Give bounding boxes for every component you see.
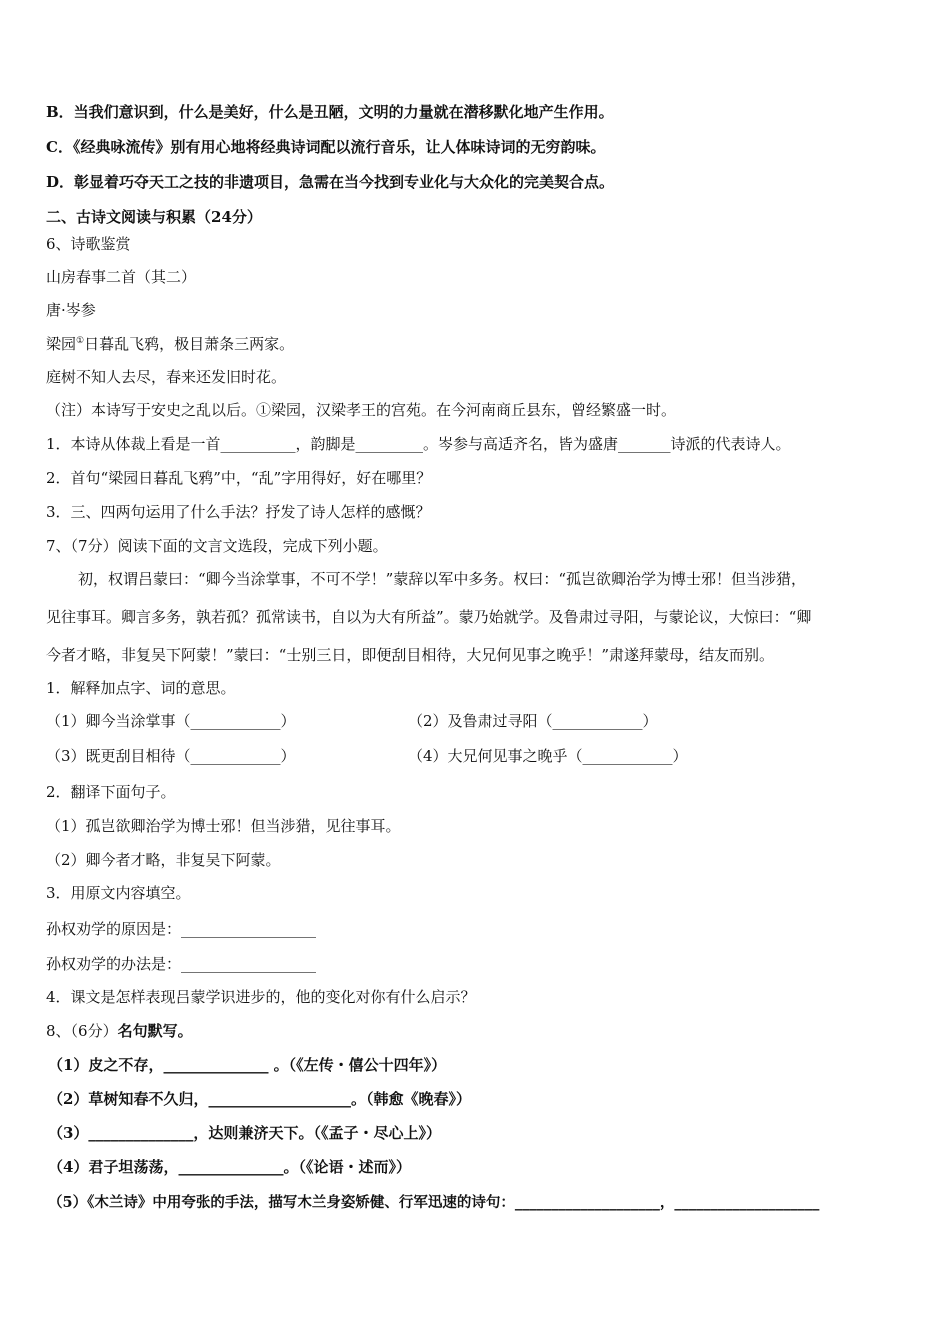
q6-sub2: 2．首句“梁园日暮乱飞鸦”中，“乱”字用得好，好在哪里？ xyxy=(46,469,432,487)
q7-sub1: 1．解释加点字、词的意思。 xyxy=(46,679,236,697)
q7-sub4: 4．课文是怎样表现吕蒙学识进步的，他的变化对你有什么启示？ xyxy=(46,988,476,1006)
q7-passage-line-1: 初，权谓吕蒙曰：“卿今当涂掌事，不可不学！”蒙辞以军中多务。权曰：“孤岂欲卿治学为博士邪！但当涉猎， xyxy=(78,570,807,588)
q6-sub1: 1．本诗从体裁上看是一首__________，韵脚是_________。岑参与高适齐名，皆为盛唐_______诗派的代表诗人。 xyxy=(46,435,791,453)
q8-item: （2）草树知春不久归，___________________。（韩愈《晚春》） xyxy=(48,1090,471,1108)
q7-sub2-item: （2）卿今者才略，非复吴下阿蒙。 xyxy=(46,851,281,869)
poem-author: 唐·岑参 xyxy=(46,301,96,319)
q8-title-bold: 名句默写。 xyxy=(117,1022,193,1040)
q7-sub1-row2 xyxy=(46,746,688,766)
q8-item: （3）______________，达则兼济天下。（《孟子・尽心上》） xyxy=(48,1124,441,1142)
option-c: C．《经典咏流传》别有用心地将经典诗词配以流行音乐，让人体味诗词的无穷韵味。 xyxy=(46,138,606,156)
q6-sub3: 3．三、四两句运用了什么手法？抒发了诗人怎样的感慨？ xyxy=(46,503,431,521)
option-d: D．彰显着巧夺天工之技的非遗项目，急需在当今找到专业化与大众化的完美契合点。 xyxy=(46,173,615,191)
poem-line-1 xyxy=(46,334,294,357)
q6-title: 6、诗歌鉴赏 xyxy=(46,235,131,253)
q8-item: （5）《木兰诗》中用夸张的手法，描写木兰身姿矫健、行军迅速的诗句：____________________，____________________ xyxy=(48,1194,820,1211)
q7-sub3-item: 孙权劝学的原因是：__________________ xyxy=(46,920,317,938)
q7-sub1-item: （3）既更刮目相待（____________） xyxy=(46,747,296,765)
q7-sub1-row1 xyxy=(46,711,658,731)
q7-passage-line-2: 见往事耳。卿言多务，孰若孤？孤常读书，自以为大有所益”。蒙乃始就学。及鲁肃过寻阳，与蒙论议，大惊曰：“卿 xyxy=(46,608,812,626)
q7-passage-line-3: 今者才略，非复吴下阿蒙！”蒙曰：“士别三日，即便刮目相待，大兄何见事之晚乎！”肃遂拜蒙母，结友而别。 xyxy=(46,646,775,664)
poem-title: 山房春事二首（其二） xyxy=(46,268,197,286)
q7-sub1-item: （1）卿今当涂掌事（____________） xyxy=(46,712,296,730)
poem-line-1-post: 日暮乱飞鸦，极目萧条三两家。 xyxy=(84,335,295,353)
q8-item: （4）君子坦荡荡，______________。（《论语・述而》） xyxy=(48,1158,411,1176)
poem-line-2: 庭树不知人去尽，春来还发旧时花。 xyxy=(46,368,287,386)
q7-sub3: 3．用原文内容填空。 xyxy=(46,884,191,902)
option-b: B．当我们意识到，什么是美好，什么是丑陋，文明的力量就在潜移默化地产生作用。 xyxy=(46,103,614,121)
footnote-mark: ① xyxy=(76,336,85,346)
q8-title xyxy=(46,1021,193,1041)
q7-sub2: 2．翻译下面句子。 xyxy=(46,783,176,801)
q7-sub1-item: （4）大兄何见事之晚乎（____________） xyxy=(408,747,688,765)
section-heading: 二、古诗文阅读与积累（24分） xyxy=(46,208,262,226)
poem-line-1-pre: 梁园 xyxy=(46,335,77,353)
q7-sub3-item: 孙权劝学的办法是：__________________ xyxy=(46,955,317,973)
q8-title-pre: 8、（6分） xyxy=(46,1022,118,1040)
poem-note: （注）本诗写于安史之乱以后。①梁园，汉梁孝王的宫苑。在今河南商丘县东，曾经繁盛一时。 xyxy=(46,401,677,419)
q7-title: 7、（7分）阅读下面的文言文选段，完成下列小题。 xyxy=(46,537,388,555)
q7-sub2-item: （1）孤岂欲卿治学为博士邪！但当涉猎，见往事耳。 xyxy=(46,817,401,835)
q7-sub1-item: （2）及鲁肃过寻阳（____________） xyxy=(408,712,658,730)
q8-item: （1）皮之不存，______________ 。（《左传・僖公十四年》） xyxy=(48,1056,447,1074)
